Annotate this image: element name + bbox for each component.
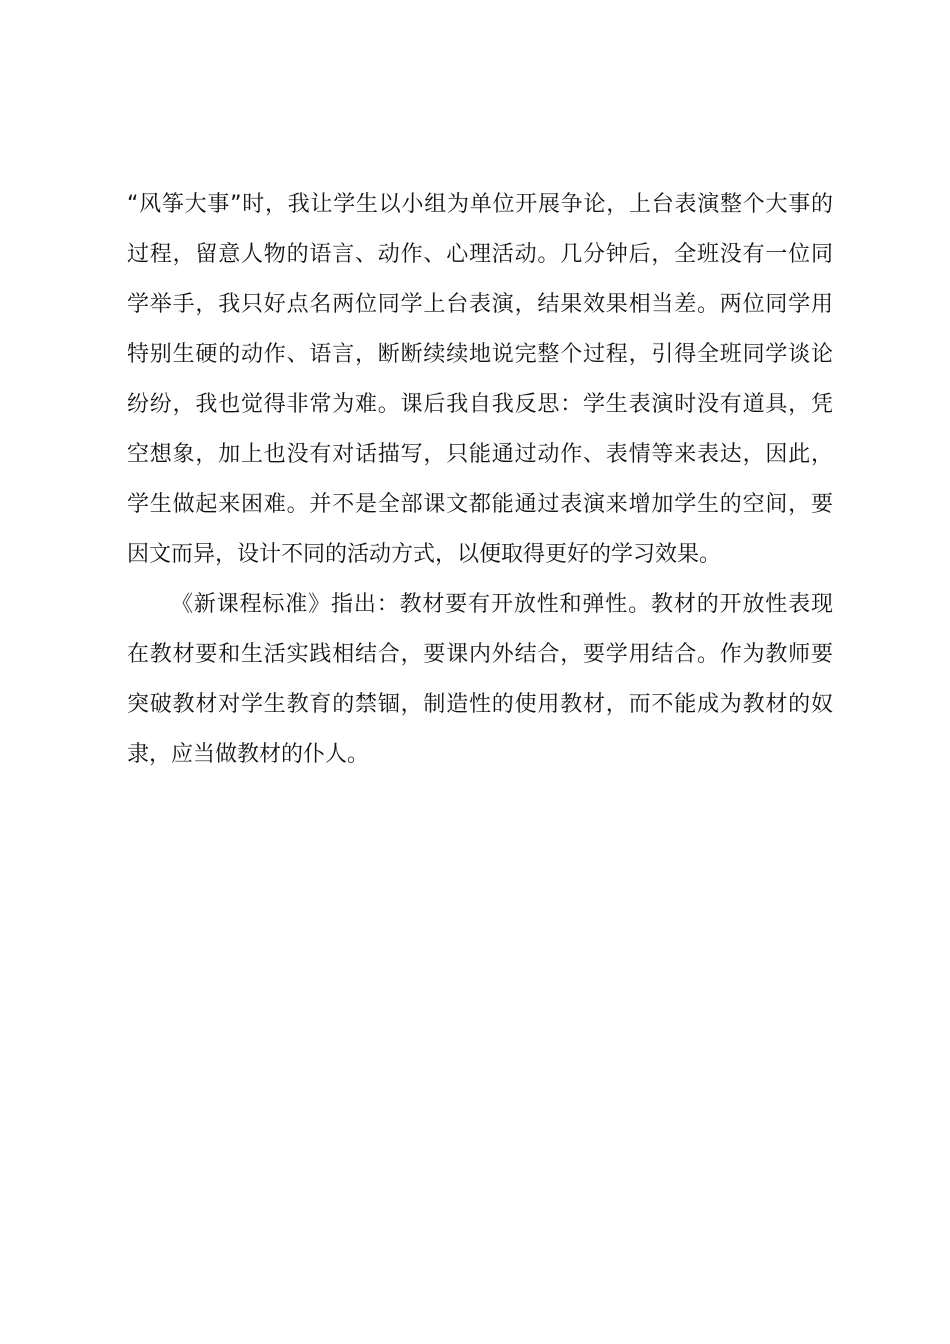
paragraph-line: 过程，留意人物的语言、动作、心理活动。几分钟后，全班没有一位同 (127, 242, 833, 267)
paragraph-1 (127, 180, 833, 580)
paragraph-line: 在教材要和生活实践相结合，要课内外结合，要学用结合。作为教师要 (127, 642, 833, 667)
paragraph-line: 空想象，加上也没有对话描写，只能通过动作、表情等来表达，因此， (127, 442, 833, 467)
paragraph-line: 隶，应当做教材的仆人。 (127, 742, 370, 767)
paragraph-line: 学举手，我只好点名两位同学上台表演，结果效果相当差。两位同学用 (127, 292, 833, 317)
paragraph-line: 突破教材对学生教育的禁锢，制造性的使用教材，而不能成为教材的奴 (127, 692, 833, 717)
paragraph-line: 因文而异，设计不同的活动方式，以便取得更好的学习效果。 (127, 542, 722, 567)
paragraph-line: 学生做起来困难。并不是全部课文都能通过表演来增加学生的空间，要 (127, 492, 833, 517)
paragraph-2 (127, 580, 833, 780)
paragraph-line: 纷纷，我也觉得非常为难。课后我自我反思：学生表演时没有道具，凭 (127, 392, 833, 417)
paragraph-line: 特别生硬的动作、语言，断断续续地说完整个过程，引得全班同学谈论 (127, 342, 833, 367)
document-body (127, 180, 833, 780)
paragraph-line: 《新课程标准》指出：教材要有开放性和弹性。教材的开放性表现 (171, 592, 833, 617)
paragraph-line: “风筝大事”时，我让学生以小组为单位开展争论，上台表演整个大事的 (127, 192, 833, 217)
